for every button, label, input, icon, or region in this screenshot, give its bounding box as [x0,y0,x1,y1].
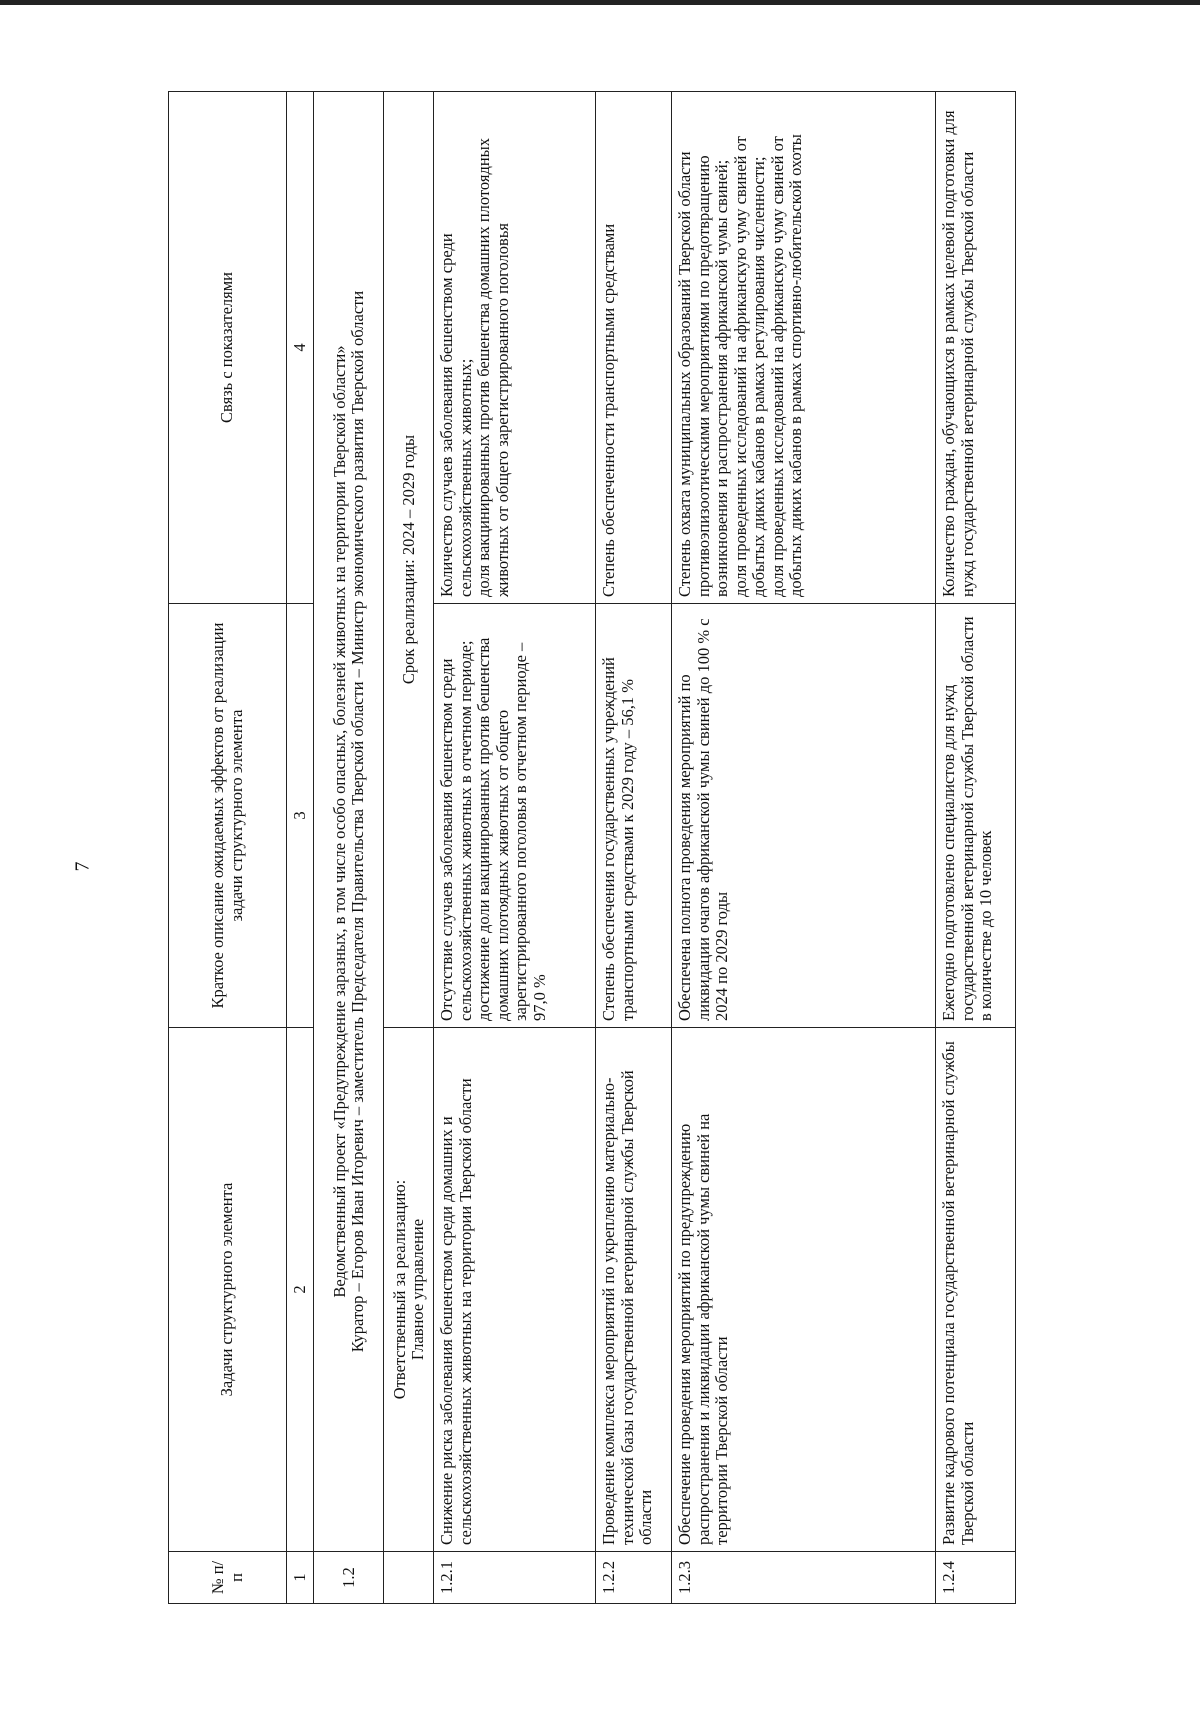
project-curator: Куратор – Егоров Иван Игоревич – заместитель Председателя Правительства Тверской области – Министр экономического развития Тверской области [347,290,367,1353]
row-task: Развитие кадрового потенциала государственной ветеринарной службы Тверской области [936,1028,1016,1552]
page-number: 7 [71,861,94,872]
responsible-value: Главное управление [407,1218,427,1361]
indicator-item: Количество случаев заболевания бешенством среди сельскохозяйственных животных; [437,233,475,597]
row-task: Обеспечение проведения мероприятий по предупреждению распространения и ликвидации африканской чумы свиней на территории Тверской области [672,1028,936,1552]
indicator-item: доля вакцинированных против бешенства домашних плотоядных животных от общего зарегистрированного поголовья [474,137,512,597]
row-effects [936,604,1016,1028]
row-task: Проведение комплекса мероприятий по укреплению материально-технической базы государственной ветеринарной службы Тверской области [596,1028,672,1552]
project-number: 1.2 [314,1552,384,1604]
project-row [314,92,384,1604]
row-effects [596,604,672,1028]
row-effects [434,604,596,1028]
rotated-page [168,92,1088,1604]
header-tasks: Задачи структурного элемента [169,1028,287,1552]
row-number: 1.2.3 [672,1552,936,1604]
header-effects: Краткое описание ожидаемых эффектов от реализации задачи структурного элемента [169,604,287,1028]
table-row [596,92,672,1604]
empty-cell [384,1552,434,1604]
table-row [434,92,596,1604]
indicator-item: Количество граждан, обучающихся в рамках целевой подготовки для нужд государственной ветеринарной службы Тверской области [939,110,977,597]
row-indicators [434,92,596,604]
column-index: 4 [287,92,314,604]
project-title: Ведомственный проект «Предупреждение заразных, в том числе особо опасных, болезней животных на территории Тверской области» [329,345,349,1298]
effect-item: Отсутствие случаев заболевания бешенством среди сельскохозяйственных животных в отчетном периоде; [437,640,475,1021]
row-indicators [936,92,1016,604]
effect-item: достижение доли вакцинированных против бешенства домашних плотоядных животных от общего зарегистрированного поголовья в отчетном периоде – 97,0 % [474,637,549,1021]
row-indicators [672,92,936,604]
column-index-row [287,92,314,1604]
column-index: 2 [287,1028,314,1552]
responsible-row [384,92,434,1604]
row-number: 1.2.1 [434,1552,596,1604]
responsible-label: Ответственный за реализацию: [389,1179,409,1400]
scan-edge [0,0,1200,5]
project-cell [314,92,384,1552]
indicator-item: Степень обеспеченности транспортными средствами [599,223,619,597]
row-number: 1.2.2 [596,1552,672,1604]
row-number: 1.2.4 [936,1552,1016,1604]
effect-item: Степень обеспечения государственных учреждений транспортными средствами к 2029 году – 56,1 % [599,657,637,1021]
row-effects [672,604,936,1028]
header-number: № п/п [169,1552,287,1604]
column-index: 3 [287,604,314,1028]
effect-item: Обеспечена полнота проведения мероприятий по ликвидации очагов африканской чумы свиней до 100 % с 2024 по 2029 годы [675,618,732,1021]
indicator-item: Степень охвата муниципальных образований Тверской области противоэпизоотическими мероприятиями по предотвращению возникновения и распространения африканской чумы свиней; [675,151,732,597]
header-indicators: Связь с показателями [169,92,287,604]
table-row [936,92,1016,1604]
column-index: 1 [287,1552,314,1604]
row-task: Снижение риска заболевания бешенством среди домашних и сельскохозяйственных животных на территории Тверской области [434,1028,596,1552]
implementation-period: Срок реализации: 2024 – 2029 годы [384,92,434,1028]
table-row [672,92,936,1604]
row-indicators [596,92,672,604]
indicator-item: доля проведенных исследований на африканскую чуму свиней от добытых диких кабанов в рамках регулирования численности; [730,136,769,597]
structural-elements-table [168,91,1016,1604]
indicator-item: доля проведенных исследований на африканскую чуму свиней от добытых диких кабанов в рамках спортивно-любительской охоты [767,134,806,597]
table-header-row [169,92,287,1604]
responsible-cell [384,1028,434,1552]
effect-item: Ежегодно подготовлено специалистов для нужд государственной ветеринарной службы Тверской области в количестве до 10 человек [939,616,996,1021]
